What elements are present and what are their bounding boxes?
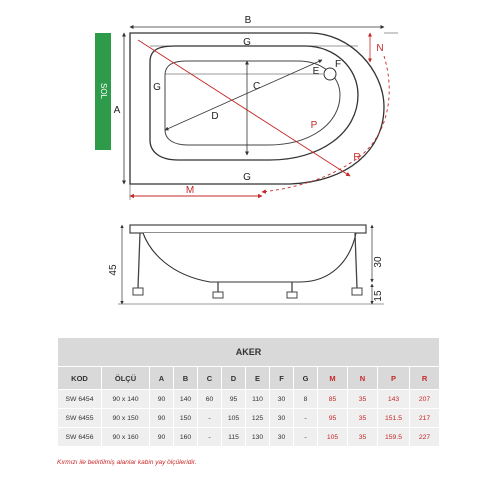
- label-e: E: [312, 66, 320, 77]
- table-cell: 60: [198, 390, 222, 409]
- column-header: C: [198, 367, 222, 390]
- column-header: M: [318, 367, 348, 390]
- label-r: R: [353, 152, 361, 163]
- table-row: [58, 428, 440, 447]
- table-cell: 150: [174, 409, 198, 428]
- table-cell: 30: [270, 409, 294, 428]
- table-cell: 207: [410, 390, 440, 409]
- label-g-top: G: [243, 37, 251, 48]
- column-header: D: [222, 367, 246, 390]
- label-g-bottom: G: [243, 172, 251, 183]
- spec-table: [57, 337, 440, 447]
- table-cell: 110: [246, 390, 270, 409]
- label-rim-height: 30: [373, 256, 384, 268]
- column-header: A: [150, 367, 174, 390]
- column-header: N: [348, 367, 378, 390]
- table-cell: 35: [348, 428, 378, 447]
- column-header: KOD: [58, 367, 102, 390]
- bathtub-top-outline: [130, 33, 384, 184]
- table-cell: 130: [246, 428, 270, 447]
- table-cell: 30: [270, 428, 294, 447]
- table-cell: 95: [222, 390, 246, 409]
- table-cell: 90 x 150: [102, 409, 150, 428]
- table-cell: 35: [348, 409, 378, 428]
- table-row: [58, 409, 440, 428]
- table-cell: 160: [174, 428, 198, 447]
- table-cell: -: [198, 409, 222, 428]
- table-title: AKER: [58, 338, 440, 367]
- table-cell: -: [294, 428, 318, 447]
- table-cell: 8: [294, 390, 318, 409]
- table-cell: 30: [270, 390, 294, 409]
- column-header: E: [246, 367, 270, 390]
- column-header: F: [270, 367, 294, 390]
- column-header: R: [410, 367, 440, 390]
- table-cell: 115: [222, 428, 246, 447]
- label-a: A: [113, 105, 121, 116]
- table-row: [58, 390, 440, 409]
- label-p: P: [310, 120, 318, 131]
- table-cell: 151.5: [378, 409, 410, 428]
- side-tag-label: SOL: [98, 82, 108, 100]
- table-cell: 143: [378, 390, 410, 409]
- label-d: D: [211, 111, 219, 122]
- table-cell: 227: [410, 428, 440, 447]
- table-cell: SW 6456: [58, 428, 102, 447]
- table-cell: 90 x 140: [102, 390, 150, 409]
- footnote: Kırmızı ile belirtilmiş alanlar kabin yay ölçüleridir.: [57, 459, 197, 466]
- column-header: ÖLÇÜ: [102, 367, 150, 390]
- table-cell: 90: [150, 409, 174, 428]
- table-cell: -: [294, 409, 318, 428]
- label-m: M: [185, 185, 195, 196]
- table-cell: 35: [348, 390, 378, 409]
- label-g-left: G: [153, 82, 161, 93]
- bathtub-side-rim: [130, 225, 366, 233]
- table-cell: 90: [150, 390, 174, 409]
- label-c: C: [253, 81, 261, 92]
- table-cell: 105: [318, 428, 348, 447]
- table-cell: 217: [410, 409, 440, 428]
- bathtub-side-body: [143, 233, 356, 282]
- table-cell: SW 6454: [58, 390, 102, 409]
- table-cell: 105: [222, 409, 246, 428]
- table-cell: -: [198, 428, 222, 447]
- label-leg-height: 15: [373, 290, 384, 302]
- table-cell: 90: [150, 428, 174, 447]
- column-header: G: [294, 367, 318, 390]
- table-cell: 95: [318, 409, 348, 428]
- label-height: 45: [108, 264, 119, 276]
- label-f: F: [335, 59, 342, 70]
- label-n: N: [376, 43, 384, 54]
- table-cell: 140: [174, 390, 198, 409]
- column-header: P: [378, 367, 410, 390]
- label-b: B: [244, 15, 252, 26]
- table-header: [58, 367, 440, 390]
- table-cell: 159.5: [378, 428, 410, 447]
- column-header: B: [174, 367, 198, 390]
- table-cell: 125: [246, 409, 270, 428]
- table-cell: 90 x 160: [102, 428, 150, 447]
- table-cell: 85: [318, 390, 348, 409]
- table-cell: SW 6455: [58, 409, 102, 428]
